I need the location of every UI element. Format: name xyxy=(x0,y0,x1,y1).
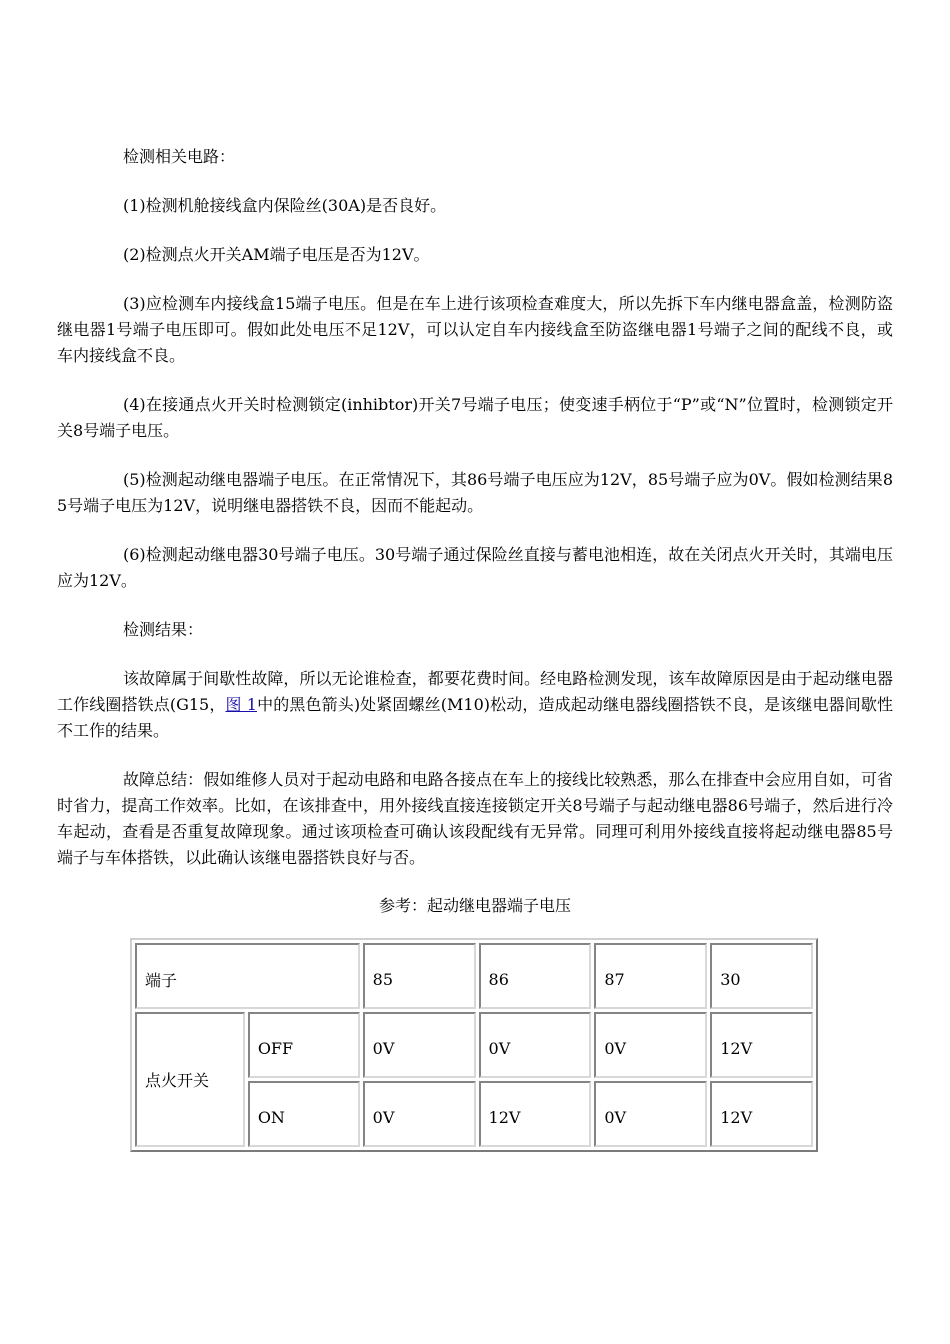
off-terminal-86-value: 0V xyxy=(479,1012,592,1078)
off-terminal-87-value: 0V xyxy=(594,1012,707,1078)
ignition-switch-label: 点火开关 xyxy=(135,1012,245,1147)
on-terminal-87-value: 0V xyxy=(594,1081,707,1147)
header-terminal-30: 30 xyxy=(710,943,813,1009)
on-terminal-30-value: 12V xyxy=(710,1081,813,1147)
paragraph-step-4: (4)在接通点火开关时检测锁定(inhibtor)开关7号端子电压；使变速手柄位于“P”或“N”位置时，检测锁定开关8号端子电压。 xyxy=(57,395,893,440)
paragraph-step-3: (3)应检测车内接线盒15端子电压。但是在车上进行该项检查难度大，所以先拆下车内继电器盒盖，检测防盗继电器1号端子电压即可。假如此处电压不足12V，可以认定自车内接线盒至防盗继电器1号端子之间的配线不良，或车内接线盒不良。 xyxy=(57,294,893,365)
figure-1-link[interactable]: 图 1 xyxy=(225,695,257,714)
paragraph-step-2: (2)检测点火开关AM端子电压是否为12V。 xyxy=(123,245,430,264)
on-terminal-86-value: 12V xyxy=(479,1081,592,1147)
paragraph-result-heading: 检测结果： xyxy=(123,620,204,639)
result-text-after-link: 中的黑色箭头)处紧固螺丝(M10)松动，造成起动继电器线圈搭铁不良，是该继电器间歇性不工作的结果。 xyxy=(57,695,893,740)
table-caption: 参考：起动继电器端子电压 xyxy=(378,896,571,915)
header-terminal-86: 86 xyxy=(479,943,592,1009)
article-body xyxy=(57,144,893,894)
paragraph-summary: 故障总结：假如维修人员对于起动电路和电路各接点在车上的接线比较熟悉，那么在排查中会应用自如，可省时省力，提高工作效率。比如，在该排查中，用外接线直接连接锁定开关8号端子与起动继电器86号端子，然后进行冷车起动，查看是否重复故障现象。通过该项检查可确认该段配线有无异常。同理可利用外接线直接将起动继电器85号端子与车体搭铁，以此确认该继电器搭铁良好与否。 xyxy=(57,770,893,867)
on-terminal-85-value: 0V xyxy=(363,1081,476,1147)
relay-voltage-table xyxy=(130,938,818,1152)
relay-voltage-table-wrapper xyxy=(130,938,818,1152)
paragraph-result xyxy=(57,666,893,744)
header-terminal-label: 端子 xyxy=(135,943,360,1009)
paragraph-check-circuit-heading: 检测相关电路： xyxy=(123,147,236,166)
header-terminal-85: 85 xyxy=(363,943,476,1009)
result-text-before-link: 该故障属于间歇性故障，所以无论谁检查，都要花费时间。经电路检测发现，该车故障原因是由于起动继电器工作线圈搭铁点(G15， xyxy=(57,669,893,714)
paragraph-step-1: (1)检测机舱接线盒内保险丝(30A)是否良好。 xyxy=(123,196,447,215)
state-on-label: ON xyxy=(248,1081,360,1147)
header-terminal-87: 87 xyxy=(594,943,707,1009)
off-terminal-85-value: 0V xyxy=(363,1012,476,1078)
state-off-label: OFF xyxy=(248,1012,360,1078)
table-row-off xyxy=(135,1012,813,1078)
paragraph-step-6: (6)检测起动继电器30号端子电压。30号端子通过保险丝直接与蓄电池相连，故在关闭点火开关时，其端电压应为12V。 xyxy=(57,545,893,590)
off-terminal-30-value: 12V xyxy=(710,1012,813,1078)
paragraph-step-5: (5)检测起动继电器端子电压。在正常情况下，其86号端子电压应为12V，85号端子应为0V。假如检测结果85号端子电压为12V，说明继电器搭铁不良，因而不能起动。 xyxy=(57,470,893,515)
table-header-row xyxy=(135,943,813,1009)
